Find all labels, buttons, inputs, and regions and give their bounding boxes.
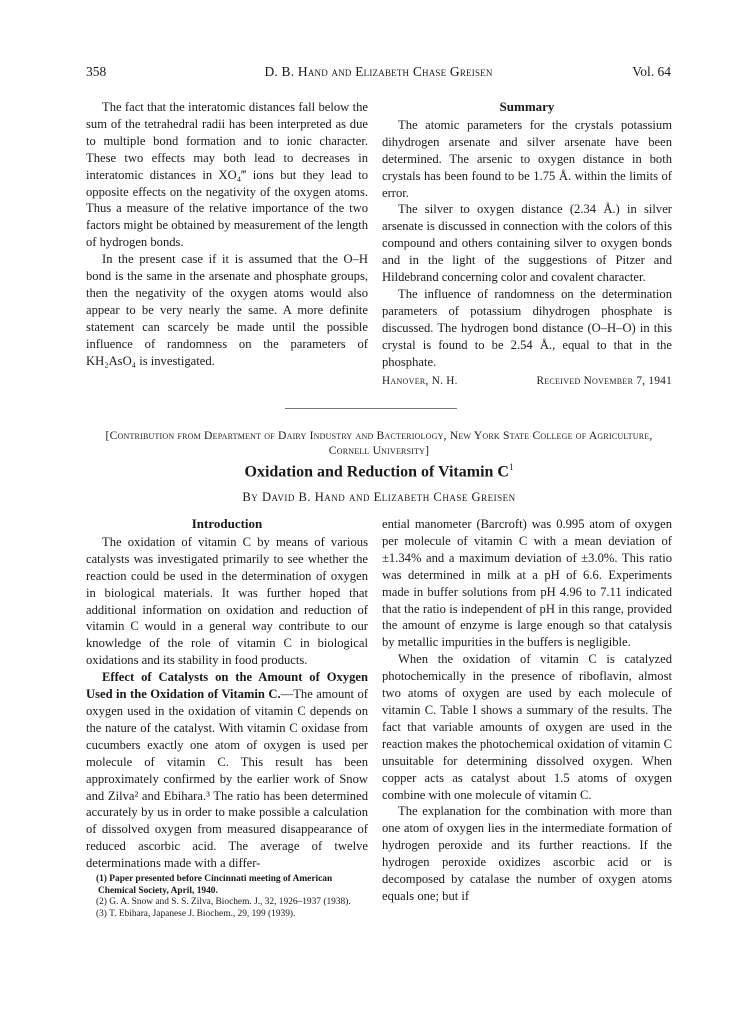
paragraph: When the oxidation of vitamin C is catalyzed photochemically in the presence of riboflavin, almost two atoms of oxygen are used by each molecule of vitamin C. Table I shows a summary of the results. The fact that variable amounts of oxygen are used in the reaction makes the photochemical oxidation of vitamin C unsuitable for determining dissolved oxygen. When copper acts as catalyst about 1.5 atoms of oxygen combine with one molecule of vitamin C. (382, 652, 672, 802)
paragraph: The influence of randomness on the determination parameters of potassium dihydrogen phosphate is discussed. The hydrogen bond distance (O–H–O) in this crystal is found to be 2.54 Å., equal to that in the phosphate. (382, 286, 672, 369)
title-footnote-mark: 1 (508, 462, 514, 472)
paragraph: The oxidation of vitamin C by means of various catalysts was investigated primarily to see whether the reaction could be used in the determination of oxygen in biological materials. It was further hoped that additional information on oxidation and reduction of vitamin C would in a general way contribute to our knowledge of the role of vitamin C in biological oxidations and its stability in food products. (86, 534, 368, 668)
paragraph-text: —The amount of oxygen used in the oxidation of vitamin C depends on the nature of the catalyst. With vitamin C oxidase from cucumbers exactly one atom of oxygen is used per molecule of vitamin C. This result has been approximately confirmed by the earlier work of Snow and Zilva² and Ebihara.³ The ratio has been determined accurately by us in order to make possible a calculation of dissolved oxygen from measured disappearance of reduced ascorbic acid. The average of twelve determinations made with a differ- (86, 687, 368, 871)
section-divider (285, 408, 457, 409)
received-date: Received November 7, 1941 (536, 374, 672, 387)
subsection-heading: Effect of Catalysts on the Amount of Oxygen Used in the Oxidation of Vitamin C. (86, 670, 368, 702)
paragraph: ential manometer (Barcroft) was 0.995 atom of oxygen per molecule of vitamin C with a mean deviation of ±1.34% and a maximum deviation of ±3.0%. This ratio was determined in milk at a pH of 6.6. Experiments made in buffer solutions from pH 4.96 to 7.11 indicated that the ratio is independent of pH in this range, provided the amount of enzyme is large enough so that catalysis by metallic impurities in the buffers is negligible. (382, 517, 672, 650)
article-title (86, 462, 672, 481)
paragraph: The explanation for the combination with more than one atom of oxygen lies in the intermediate formation of hydrogen peroxide and its further reactions. If the hydrogen peroxide oxidizes ascorbic acid or is decomposed by catalase the number of oxygen atoms equals one; but if (382, 804, 672, 903)
place: Hanover, N. H. (382, 374, 458, 387)
summary-section (382, 99, 672, 389)
introduction-heading: Introduction (191, 516, 263, 531)
running-header (86, 64, 671, 82)
bottom-right-column (382, 516, 672, 905)
contribution-note: [Contribution from Department of Dairy Industry and Bacteriology, New York State College of Agriculture, Cornell University] (105, 429, 653, 457)
paragraph: The atomic parameters for the crystals potassium dihydrogen arsenate and silver arsenate have been determined. The arsenic to oxygen distance in both crystals has been found to be 1.75 Å. within the limits of error. (382, 117, 672, 200)
footnote: (3) T. Ebihara, Japanese J. Biochem., 29, 199 (1939). (96, 908, 296, 919)
paragraph: The fact that the interatomic distances fall below the sum of the tetrahedral radii has been interpreted as due to multiple bond formation and to ionic character. These two effects may both lead to decreases in interatomic distances in XO₄‴ ions but they lead to opposite effects on the negativity of the oxygen atoms. Thus a measure of the relative importance of the two factors might be obtained by measurement of the length of hydrogen bonds. (86, 100, 368, 250)
bottom-left-column (86, 516, 368, 920)
footnote: (1) Paper presented before Cincinnati meeting of American Chemical Society, April, 1940. (96, 874, 333, 896)
page-number: 358 (86, 64, 107, 79)
title-text: Oxidation and Reduction of Vitamin C (244, 463, 509, 481)
paragraph: The silver to oxygen distance (2.34 Å.) in silver arsenate is discussed in connection with the colors of this compound and others containing silver to oxygen bonds and in the light of the suggestions of Pitzer and Hildebrand concerning color and covalent character. (382, 202, 672, 285)
volume-label: Vol. 64 (632, 64, 671, 79)
footnote: (2) G. A. Snow and S. S. Zilva, Biochem. J., 32, 1926–1937 (1938). (96, 897, 351, 908)
paragraph (86, 669, 368, 872)
paragraph: In the present case if it is assumed that the O–H bond is the same in the arsenate and phosphate groups, then the negativity of the oxygen atoms would also appear to be very nearly the same. A more definite statement can scarcely be made until the possible influence of randomness on the parameters of KH₂AsO₄ is investigated. (86, 252, 368, 368)
running-authors: D. B. Hand and Elizabeth Chase Greisen (264, 64, 493, 79)
summary-heading: Summary (499, 99, 555, 114)
byline: By David B. Hand and Elizabeth Chase Greisen (242, 490, 516, 504)
footnotes (86, 874, 368, 920)
signature-line (382, 373, 672, 390)
top-left-column (86, 99, 368, 370)
